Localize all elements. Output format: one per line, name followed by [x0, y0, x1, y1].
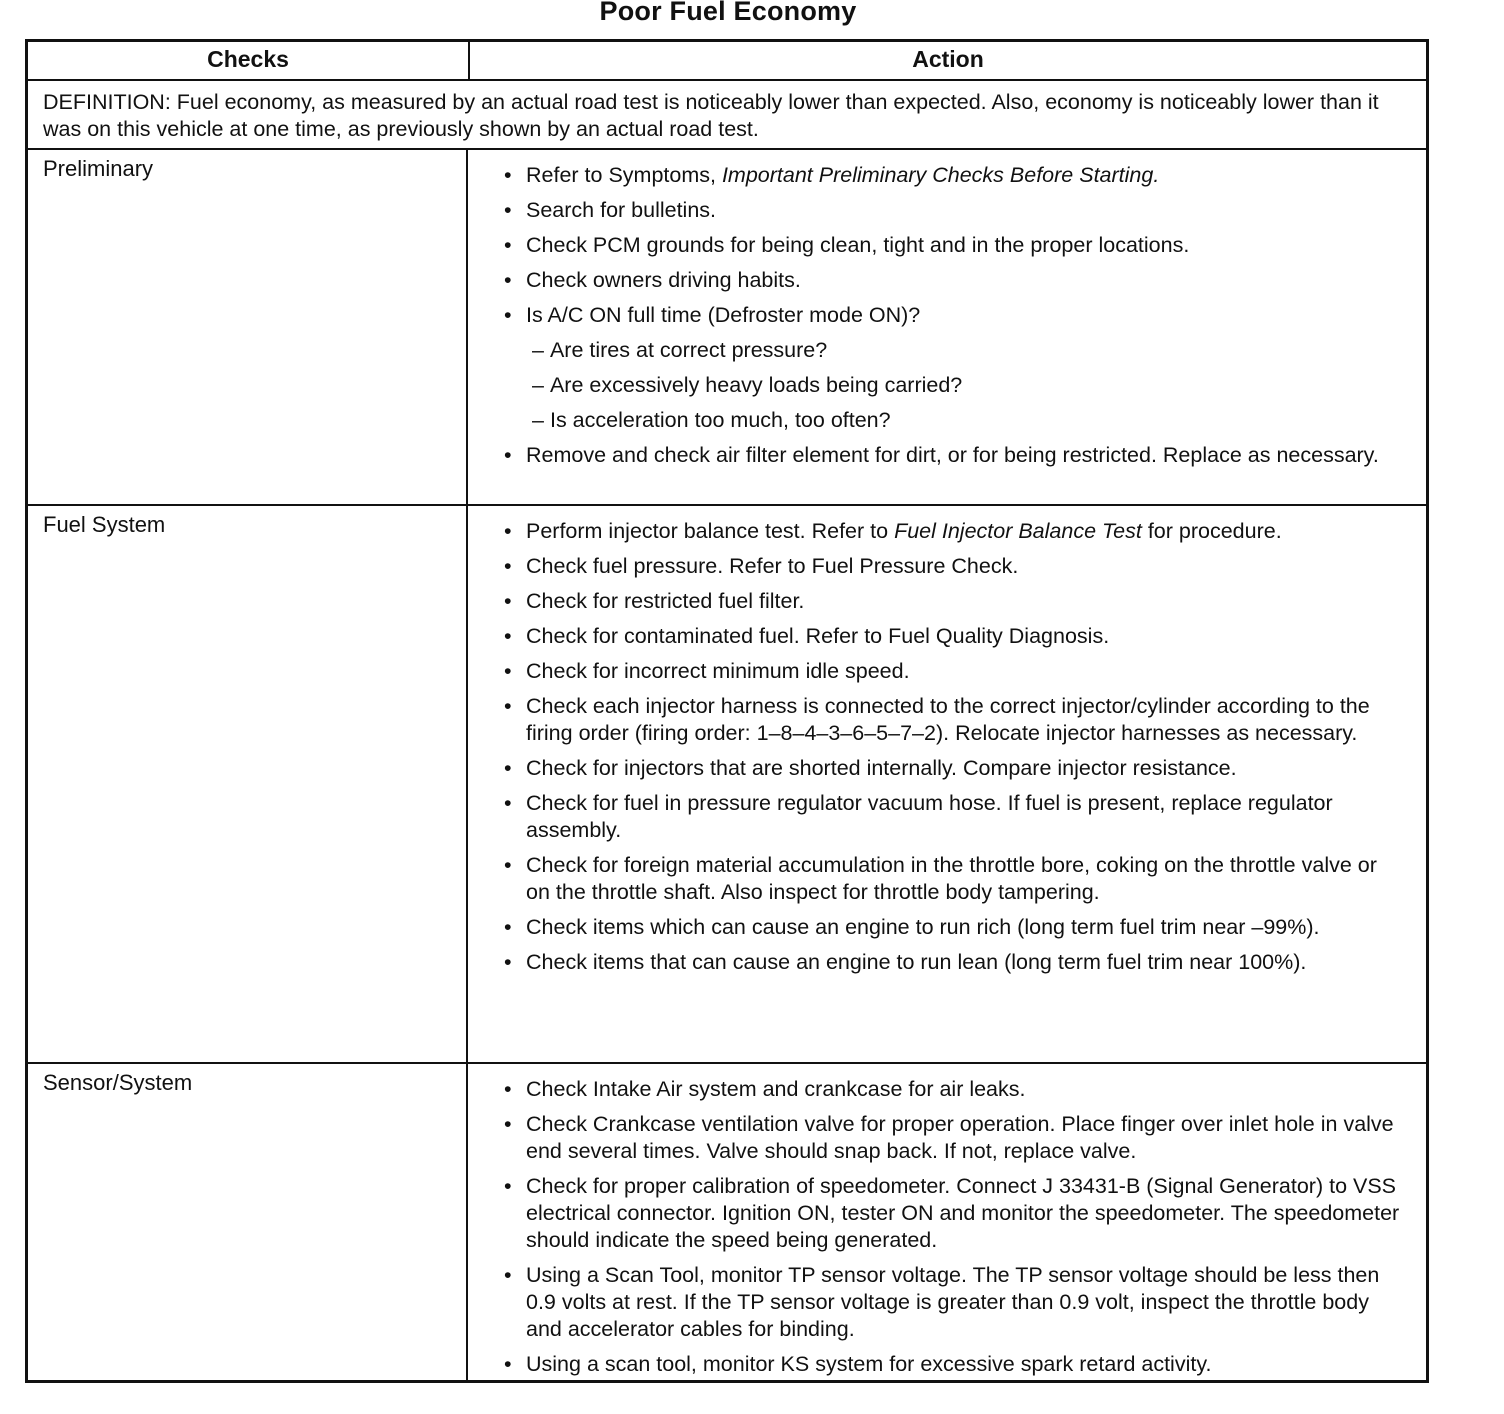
table-header: [28, 42, 1426, 81]
action-item: [502, 790, 1406, 844]
action-item: [502, 1173, 1406, 1254]
action-text: Check for fuel in pressure regulator vacuum hose. If fuel is present, replace regulator assembly.: [526, 791, 1333, 842]
action-text: Are excessively heavy loads being carried?: [549, 373, 963, 397]
action-text: Are tires at correct pressure?: [549, 338, 828, 362]
action-text: Check Crankcase ventilation valve for proper operation. Place finger over inlet hole in valve end several times. Valve should snap back. If not, replace valve.: [526, 1112, 1394, 1163]
action-item: [502, 302, 1406, 329]
action-item: [502, 1351, 1406, 1378]
action-text: Check Intake Air system and crankcase for air leaks.: [526, 1077, 1026, 1101]
action-item: [502, 162, 1406, 189]
action-item: [502, 852, 1406, 906]
action-list: [502, 1076, 1406, 1378]
table-row: [28, 1064, 1426, 1380]
action-text: Check for incorrect minimum idle speed.: [526, 659, 910, 683]
action-text: Check fuel pressure. Refer to Fuel Pressure Check.: [526, 554, 1019, 578]
column-header-checks: Checks: [28, 42, 470, 79]
action-item: [502, 693, 1406, 747]
dash-marker: –: [532, 408, 544, 432]
action-item: [502, 1111, 1406, 1165]
dash-marker: –: [532, 373, 544, 397]
action-cell: [468, 150, 1426, 504]
table-row: [28, 150, 1426, 506]
action-text: Refer to Symptoms,: [526, 163, 722, 187]
action-list: [502, 162, 1406, 469]
action-item: [502, 553, 1406, 580]
action-item: [502, 623, 1406, 650]
action-cell: [468, 506, 1426, 1062]
action-text-after: for procedure.: [1141, 519, 1282, 543]
action-cell: [468, 1064, 1426, 1380]
action-text: Check each injector harness is connected to the correct injector/cylinder according to the firing order (firing order: 1–8–4–3–6–5–7–2). Relocate injector harnesses as necessary.: [526, 694, 1370, 745]
check-label: Preliminary: [28, 150, 468, 504]
action-item: [502, 1076, 1406, 1103]
action-text: Using a scan tool, monitor KS system for excessive spark retard activity.: [526, 1352, 1212, 1376]
diagnosis-table: [25, 39, 1429, 1383]
action-item: [502, 949, 1406, 976]
action-item: [502, 755, 1406, 782]
column-header-action: Action: [912, 46, 984, 72]
dash-marker: –: [532, 338, 544, 362]
check-label: Fuel System: [28, 506, 468, 1062]
action-text: Check PCM grounds for being clean, tight and in the proper locations.: [526, 233, 1190, 257]
action-item: [502, 518, 1406, 545]
action-text: Search for bulletins.: [526, 198, 717, 222]
action-item: [502, 267, 1406, 294]
action-text: Remove and check air filter element for dirt, or for being restricted. Replace as necessary.: [526, 443, 1379, 467]
action-subitem: [502, 407, 1406, 434]
action-item: [502, 588, 1406, 615]
page-title: Poor Fuel Economy: [599, 0, 857, 26]
action-text: Perform injector balance test. Refer to: [526, 519, 895, 543]
action-reference: Important Preliminary Checks Before Starting.: [721, 163, 1160, 187]
action-subitem: [502, 372, 1406, 399]
action-item: [502, 197, 1406, 224]
table-row: [28, 506, 1426, 1064]
action-item: [502, 1262, 1406, 1343]
action-item: [502, 914, 1406, 941]
action-text: Check for injectors that are shorted internally. Compare injector resistance.: [526, 756, 1237, 780]
action-text: Check for restricted fuel filter.: [526, 589, 805, 613]
action-text: Check for foreign material accumulation in the throttle bore, coking on the throttle valve or on the throttle shaft. Also inspect for throttle body tampering.: [526, 853, 1377, 904]
action-item: [502, 232, 1406, 259]
action-subitem: [502, 337, 1406, 364]
action-text: Check for contaminated fuel. Refer to Fuel Quality Diagnosis.: [526, 624, 1110, 648]
action-text: Check items which can cause an engine to run rich (long term fuel trim near –99%).: [526, 915, 1320, 939]
definition-row: DEFINITION: Fuel economy, as measured by an actual road test is noticeably lower than expected. Also, economy is noticeably lower than it was on this vehicle at one time, as previously shown by an actual road test.: [28, 81, 1426, 150]
action-text: Using a Scan Tool, monitor TP sensor voltage. The TP sensor voltage should be less then 0.9 volts at rest. If the TP sensor voltage is greater than 0.9 volt, inspect the throttle body and accelerator cables for binding.: [526, 1263, 1380, 1341]
action-text: Check for proper calibration of speedometer. Connect J 33431-B (Signal Generator) to VSS electrical connector. Ignition ON, tester ON and monitor the speedometer. The speedometer should indicate the speed being generated.: [526, 1174, 1400, 1252]
action-item: [502, 442, 1406, 469]
check-label: Sensor/System: [28, 1064, 468, 1380]
action-text: Is A/C ON full time (Defroster mode ON)?: [526, 303, 921, 327]
action-text: Check items that can cause an engine to run lean (long term fuel trim near 100%).: [526, 950, 1307, 974]
action-list: [502, 518, 1406, 976]
action-text: Is acceleration too much, too often?: [549, 408, 891, 432]
action-text: Check owners driving habits.: [526, 268, 801, 292]
action-item: [502, 658, 1406, 685]
action-reference: Fuel Injector Balance Test: [894, 519, 1142, 543]
